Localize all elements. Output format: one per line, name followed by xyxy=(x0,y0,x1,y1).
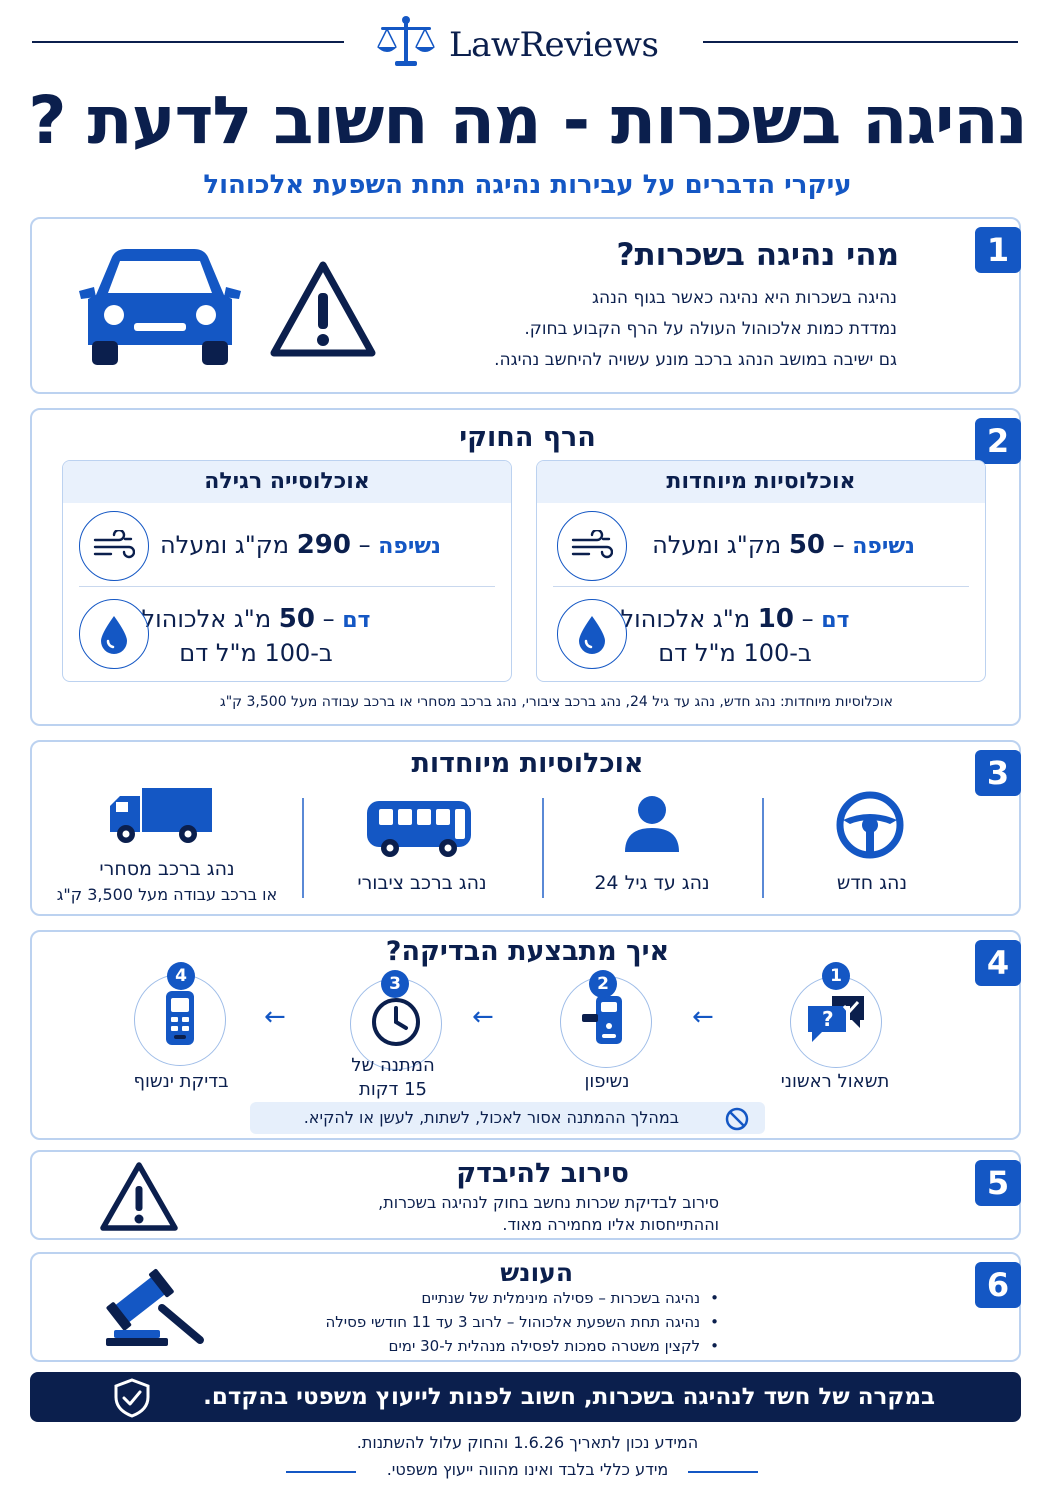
chat-bubbles-icon xyxy=(804,992,868,1052)
breath-value: 50 xyxy=(788,530,825,560)
blood-value: 50 xyxy=(278,604,315,634)
breath-unit: מק"ג ומעלה xyxy=(160,531,290,559)
footer-date-note: המידע נכון לתאריך 1.6.26 והחוק עלול להשתנות. xyxy=(356,1433,699,1452)
breath-device-icon xyxy=(160,989,200,1051)
step-number: 4 xyxy=(167,962,195,990)
box-title: אוכלוסיות מיוחדות xyxy=(537,461,985,503)
section-heading: העונש xyxy=(500,1258,573,1287)
person-icon xyxy=(622,794,682,858)
step-label: תשאול ראשוני xyxy=(780,1071,890,1092)
section-number: 3 xyxy=(975,750,1021,796)
blood-drop-icon xyxy=(79,599,149,669)
section-heading: הרף החוקי xyxy=(459,422,596,453)
section-heading: איך מתבצעת הבדיקה? xyxy=(385,936,670,967)
breath-label: נשיפה xyxy=(378,534,441,559)
text-line: נהיגה בשכרות היא נהיגה כאשר בגוף הנהג xyxy=(592,288,897,308)
svg-text:?: ? xyxy=(822,1007,834,1031)
section-refusal xyxy=(30,1150,1021,1240)
wind-icon xyxy=(79,511,149,581)
blood-label: דם xyxy=(821,608,850,633)
breath-limit xyxy=(160,529,441,563)
label-line: או ברכב עבודה מעל 3,500 ק"ג xyxy=(56,885,278,904)
group-label-commercial xyxy=(42,856,292,908)
section-number: 5 xyxy=(975,1160,1021,1206)
breath-value: 290 xyxy=(296,530,351,560)
breath-limit xyxy=(652,529,915,563)
breath-unit: מק"ג ומעלה xyxy=(652,531,782,559)
group-label-young-driver: נהג עד גיל 24 xyxy=(594,872,710,894)
text-line: גם ישיבה במושב הנהג ברכב מונע עשויה להיחשב נהיגה. xyxy=(494,350,897,370)
penalty-list xyxy=(219,1286,719,1358)
brand-name: LawReviews xyxy=(449,25,659,65)
section-what-is-drunk-driving xyxy=(30,217,1021,394)
list-item: • נהיגה תחת השפעת אלכוהול – לרוב 3 עד 11 חודשי פסילה xyxy=(219,1310,719,1334)
step-label: בדיקת ינשוף xyxy=(133,1071,229,1092)
text-line: וההתייחסות אליו מחמירה מאוד. xyxy=(502,1215,719,1234)
regular-population-limits xyxy=(62,460,512,682)
page-subtitle: עיקרי הדברים על עבירות נהיגה תחת השפעת אלכוהול xyxy=(203,170,852,200)
blood-per: ב-100 מ"ל דם xyxy=(658,639,812,667)
group-divider xyxy=(762,798,764,898)
breath-label: נשיפה xyxy=(852,534,915,559)
section-heading: אוכלוסיות מיוחדות xyxy=(411,748,644,779)
legal-advice-banner xyxy=(30,1372,1021,1422)
section-text xyxy=(319,1192,719,1236)
list-item: • לקצין משטרה סמכות לפסילה מנהלית ל-30 ימים xyxy=(219,1334,719,1358)
box-title: אוכלוסייה רגילה xyxy=(63,461,511,503)
header-rule-left xyxy=(32,41,344,43)
step-number: 2 xyxy=(589,970,617,998)
group-label-public-vehicle: נהג ברכב ציבורי xyxy=(357,872,487,894)
label-line: 15 דקות xyxy=(359,1079,427,1100)
breathalyzer-icon xyxy=(580,992,632,1052)
waiting-notice xyxy=(250,1102,765,1134)
label-line: המתנה של xyxy=(351,1055,435,1076)
wind-icon xyxy=(557,511,627,581)
banner-text: במקרה של חשד לנהיגה בשכרות, חשוב לפנות לייעוץ משפטי בהקדם. xyxy=(203,1384,935,1410)
group-divider xyxy=(542,798,544,898)
brand-logo xyxy=(375,18,685,72)
header-rule-right xyxy=(703,41,1018,43)
text-line: סירוב לבדיקת שכרות נחשב בחוק לנהיגה בשכרות, xyxy=(378,1193,719,1212)
arrow-left-icon: ← xyxy=(472,1002,494,1032)
label-line: נהג ברכב מסחרי xyxy=(99,858,235,880)
row-divider xyxy=(553,586,969,587)
bus-icon xyxy=(364,798,474,864)
footer-disclaimer: מידע כללי בלבד ואינו מהווה ייעוץ משפטי. xyxy=(386,1460,669,1479)
blood-unit: מ"ג אלכוהול xyxy=(141,605,272,633)
truck-icon xyxy=(108,786,214,850)
group-divider xyxy=(302,798,304,898)
scales-of-justice-icon xyxy=(375,15,437,75)
footnote: אוכלוסיות מיוחדות: נהג חדש, נהג עד גיל 24, נהג ברכב ציבורי, נהג ברכב מסחרי או ברכב עבודה מעל 3,500 ק"ג xyxy=(219,694,893,710)
step-number: 1 xyxy=(822,962,850,990)
blood-value: 10 xyxy=(757,604,794,634)
section-number: 2 xyxy=(975,418,1021,464)
section-test-procedure xyxy=(30,930,1021,1140)
arrow-left-icon: ← xyxy=(264,1002,286,1032)
dash: – xyxy=(832,531,845,559)
blood-limit xyxy=(585,603,885,669)
step-label xyxy=(318,1054,468,1102)
text-line: נמדדת כמות אלכוהול העולה על הרף הקבוע בחוק. xyxy=(524,319,897,339)
section-text xyxy=(337,283,897,376)
step-label: נשיפון xyxy=(584,1071,630,1092)
blood-unit: מ"ג אלכוהול xyxy=(620,605,751,633)
section-number: 4 xyxy=(975,940,1021,986)
blood-drop-icon xyxy=(557,599,627,669)
clock-icon xyxy=(370,996,422,1052)
row-divider xyxy=(79,586,495,587)
section-heading: סירוב להיבדק xyxy=(456,1158,629,1189)
section-heading: מהי נהיגה בשכרות? xyxy=(616,237,899,273)
shield-check-icon xyxy=(112,1377,152,1423)
section-legal-limit xyxy=(30,408,1021,726)
arrow-left-icon: ← xyxy=(692,1002,714,1032)
steering-wheel-icon xyxy=(835,790,905,864)
dash: – xyxy=(322,605,335,633)
dash: – xyxy=(358,531,371,559)
group-label-new-driver: נהג חדש xyxy=(836,872,908,894)
blood-limit xyxy=(116,603,396,669)
list-item: • נהיגה בשכרות – פסילה מינימלית של שנתיים xyxy=(219,1286,719,1310)
prohibited-icon xyxy=(725,1107,749,1135)
section-special-populations xyxy=(30,740,1021,916)
car-icon xyxy=(78,245,242,373)
dash: – xyxy=(801,605,814,633)
warning-triangle-icon xyxy=(268,259,378,365)
section-penalty xyxy=(30,1252,1021,1362)
section-number: 6 xyxy=(975,1262,1021,1308)
step-number: 3 xyxy=(381,970,409,998)
section-number: 1 xyxy=(975,227,1021,273)
special-populations-limits xyxy=(536,460,986,682)
notice-text: במהלך ההמתנה אסור לאכול, לשתות, לעשן או להקיא. xyxy=(303,1108,679,1127)
gavel-icon xyxy=(96,1264,212,1358)
blood-label: דם xyxy=(342,608,371,633)
blood-per: ב-100 מ"ל דם xyxy=(179,639,333,667)
page-title: נהיגה בשכרות - מה חשוב לדעת ? xyxy=(28,82,1027,159)
warning-triangle-icon xyxy=(98,1160,180,1238)
